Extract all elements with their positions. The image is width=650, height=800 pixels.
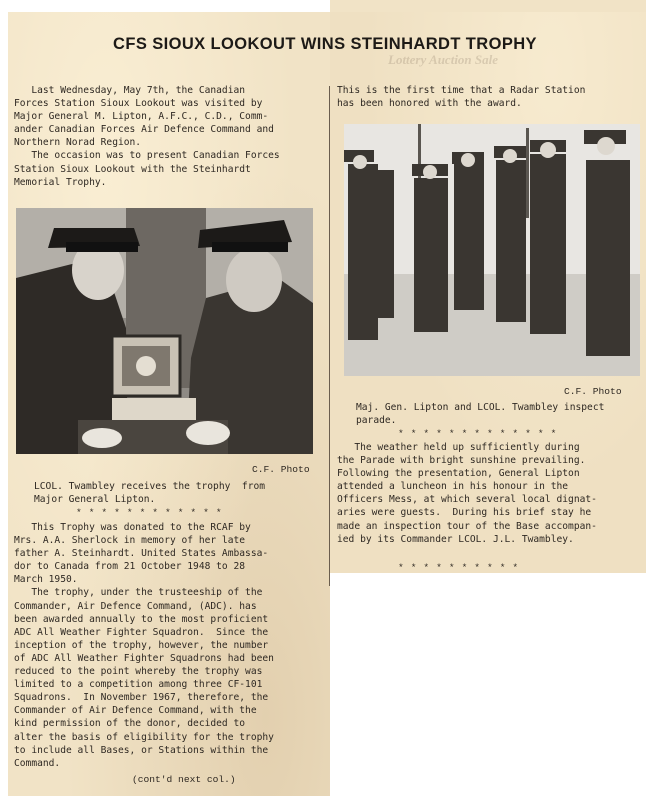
text-line: the Parade with bright sunshine prevailing. bbox=[337, 455, 586, 467]
text-line: Officers Mess, at which several local dignat- bbox=[337, 494, 597, 506]
text-line: Following the presentation, General Lipton bbox=[337, 468, 580, 480]
text-line: Forces Station Sioux Lookout was visited by bbox=[14, 98, 263, 110]
headline: CFS SIOUX LOOKOUT WINS STEINHARDT TROPHY bbox=[113, 35, 537, 53]
right-body-text bbox=[337, 441, 597, 546]
caption-line: Major General Lipton. bbox=[34, 494, 156, 506]
trophy-presentation-photo bbox=[16, 208, 313, 454]
caption-line: parade. bbox=[356, 415, 397, 427]
text-line: alter the basis of eligibility for the trophy bbox=[14, 731, 274, 743]
text-line: aries were guests. During his brief stay he bbox=[337, 507, 592, 519]
caption-line: LCOL. Twambley receives the trophy from bbox=[34, 481, 266, 492]
text-line: Memorial Trophy. bbox=[14, 176, 107, 188]
text-line: been awarded annually to the most proficient bbox=[14, 613, 269, 625]
text-line: of ADC All Weather Fighter Squadrons had been bbox=[14, 652, 274, 664]
text-line: attended a luncheon in his honour in the bbox=[337, 481, 569, 493]
text-line: made an inspection tour of the Base accompan- bbox=[337, 520, 597, 532]
text-line: reduced to the point whereby the trophy was bbox=[14, 666, 263, 678]
caption-line: Maj. Gen. Lipton and LCOL. Twambley inspect bbox=[356, 402, 605, 413]
text-line: father A. Steinhardt. United States Ambassa- bbox=[14, 548, 269, 560]
clipping-right-top-strip bbox=[330, 0, 646, 12]
text-line: ied by its Commander LCOL. J.L. Twambley. bbox=[337, 533, 574, 545]
text-line: The occasion was to present Canadian Forces bbox=[14, 150, 280, 162]
text-line: The weather held up sufficiently during bbox=[337, 442, 580, 453]
text-line: This is the first time that a Radar Station bbox=[337, 85, 586, 96]
left-intro-paragraph bbox=[14, 84, 280, 189]
text-line: inception of the trophy, however, the number bbox=[14, 639, 269, 651]
text-line: Command. bbox=[14, 757, 61, 769]
left-photo-credit: C.F. Photo bbox=[252, 464, 310, 475]
text-line: dor to Canada from 21 October 1948 to 28 bbox=[14, 561, 246, 573]
text-line: kind permission of the donor, decided to bbox=[14, 718, 246, 730]
text-line: Last Wednesday, May 7th, the Canadian bbox=[14, 85, 246, 96]
continued-note: (cont'd next col.) bbox=[132, 774, 236, 785]
text-line: March 1950. bbox=[14, 574, 78, 586]
left-star-divider: * * * * * * * * * * * * bbox=[76, 507, 223, 518]
text-line: to include all Bases, or Stations within the bbox=[14, 744, 269, 756]
right-intro-paragraph bbox=[337, 84, 585, 110]
right-photo-caption bbox=[356, 401, 604, 427]
text-line: Major General M. Lipton, A.F.C., C.D., Comm- bbox=[14, 111, 269, 123]
column-divider bbox=[329, 86, 330, 586]
right-bottom-star-divider: * * * * * * * * * * bbox=[398, 562, 519, 573]
text-line: Mrs. A.A. Sherlock in memory of her late bbox=[14, 535, 246, 547]
text-line: Northern Norad Region. bbox=[14, 137, 142, 149]
right-star-divider: * * * * * * * * * * * * * bbox=[398, 428, 557, 439]
text-line: limited to a competition among three CF-101 bbox=[14, 679, 263, 691]
text-line: Squadrons. In November 1967, therefore, the bbox=[14, 692, 269, 704]
text-line: The trophy, under the trusteeship of the bbox=[14, 587, 263, 599]
text-line: ADC All Weather Fighter Squadron. Since the bbox=[14, 626, 269, 638]
parade-inspection-photo bbox=[344, 124, 640, 376]
right-photo-credit: C.F. Photo bbox=[564, 386, 622, 397]
text-line: This Trophy was donated to the RCAF by bbox=[14, 522, 251, 533]
text-line: has been honored with the award. bbox=[337, 98, 522, 110]
text-line: Station Sioux Lookout with the Steinhardt bbox=[14, 163, 251, 175]
text-line: Commander of Air Defence Command, with the bbox=[14, 705, 257, 717]
left-body-text bbox=[14, 521, 274, 770]
bleed-through-text: Lottery Auction Sale bbox=[388, 52, 499, 67]
left-photo-caption bbox=[34, 480, 265, 506]
text-line: Commander, Air Defence Command, (ADC). has bbox=[14, 600, 257, 612]
text-line: ander Canadian Forces Air Defence Command and bbox=[14, 124, 274, 136]
